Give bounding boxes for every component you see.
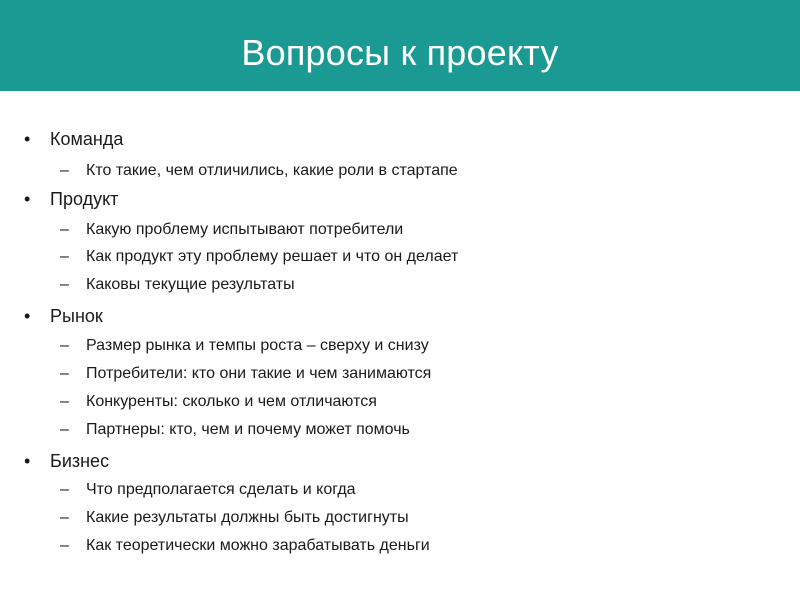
list-item — [60, 507, 409, 529]
section-heading-label: Продукт — [50, 189, 119, 209]
bullet-icon: • — [24, 451, 31, 471]
dash-icon: – — [60, 393, 69, 410]
section-heading-market — [24, 305, 103, 327]
list-item-label: Как продукт эту проблему решает и что он делает — [86, 248, 459, 265]
section-heading-product — [24, 188, 118, 210]
list-item-label: Партнеры: кто, чем и почему может помочь — [86, 421, 410, 438]
list-item — [60, 391, 377, 413]
section-heading-label: Бизнес — [50, 451, 110, 471]
list-item — [60, 274, 295, 296]
section-heading-team — [24, 128, 123, 150]
list-item — [60, 335, 429, 357]
dash-icon: – — [60, 537, 69, 554]
dash-icon: – — [60, 337, 69, 354]
dash-icon: – — [60, 481, 69, 498]
dash-icon: – — [60, 365, 69, 382]
list-item-label: Что предполагается сделать и когда — [86, 481, 356, 498]
list-item — [60, 246, 458, 268]
bullet-icon: • — [24, 189, 31, 209]
list-item — [60, 219, 403, 241]
section-heading-label: Рынок — [50, 306, 103, 326]
list-item-label: Какую проблему испытывают потребители — [86, 221, 404, 238]
list-item — [60, 479, 356, 501]
section-heading-label: Команда — [50, 129, 124, 149]
bullet-icon: • — [24, 306, 31, 326]
list-item-label: Кто такие, чем отличились, какие роли в стартапе — [86, 162, 458, 179]
slide-title: Вопросы к проекту — [241, 32, 559, 73]
dash-icon: – — [60, 509, 69, 526]
dash-icon: – — [60, 162, 69, 179]
list-item — [60, 363, 431, 385]
dash-icon: – — [60, 421, 69, 438]
list-item-label: Как теоретически можно зарабатывать деньги — [86, 537, 430, 554]
list-item-label: Какие результаты должны быть достигнуты — [86, 509, 409, 526]
section-heading-business — [24, 450, 109, 472]
list-item-label: Конкуренты: сколько и чем отличаются — [86, 393, 377, 410]
list-item — [60, 419, 410, 441]
dash-icon: – — [60, 276, 69, 293]
list-item — [60, 160, 458, 182]
list-item-label: Размер рынка и темпы роста – сверху и снизу — [86, 337, 429, 354]
dash-icon: – — [60, 221, 69, 238]
dash-icon: – — [60, 248, 69, 265]
bullet-icon: • — [24, 129, 31, 149]
list-item-label: Потребители: кто они такие и чем занимаются — [86, 365, 432, 382]
list-item — [60, 535, 430, 557]
list-item-label: Каковы текущие результаты — [86, 276, 295, 293]
